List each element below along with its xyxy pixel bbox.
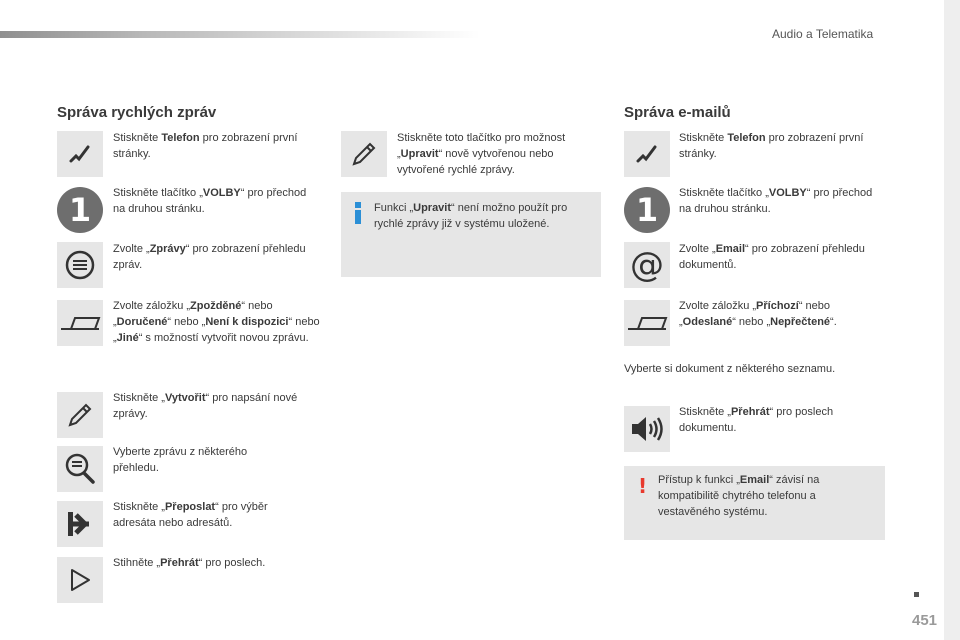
play-icon xyxy=(57,557,103,603)
note-text: Vyberte si dokument z některého seznamu. xyxy=(624,363,836,375)
step-text: Stiskněte Telefon pro zobrazení první stránky. xyxy=(113,132,298,160)
step-text: Zvolte záložku „Zpožděné“ nebo „Doručené“ nebo „Není k dispozici“ nebo „Jiné“ s možností vytvořit novou zprávu. xyxy=(113,300,320,344)
step-number-1: 1 xyxy=(624,187,670,233)
pencil-icon xyxy=(57,392,103,438)
forward-icon xyxy=(57,501,103,547)
exclamation-icon: ! xyxy=(638,474,648,498)
info-icon xyxy=(354,202,362,224)
at-sign-icon: @ xyxy=(624,242,670,288)
page-number: 451 xyxy=(912,612,938,629)
step-text: Stiskněte tlačítko „VOLBY“ pro přechod na druhou stránku. xyxy=(113,187,307,215)
step-text: Stiskněte „Vytvořit“ pro napsání nové zprávy. xyxy=(113,392,298,420)
message-search-icon xyxy=(57,446,103,492)
section-title-email: Správa e-mailů xyxy=(624,104,731,121)
warning-note xyxy=(624,466,885,540)
info-text: Funkci „Upravit“ není možno použít pro rychlé zprávy již v systému uložené. xyxy=(374,202,568,230)
phone-icon xyxy=(624,131,670,177)
step-text: Stiskněte tlačítko „VOLBY“ pro přechod na druhou stránku. xyxy=(679,187,873,215)
messages-list-icon xyxy=(57,242,103,288)
step-text: Stiskněte „Přeposlat“ pro výběr adresáta nebo adresátů. xyxy=(113,501,268,529)
step-text: Stiskněte „Přehrát“ pro poslech dokumentu. xyxy=(679,406,834,434)
pencil-icon xyxy=(341,131,387,177)
tab-icon xyxy=(57,300,103,346)
step-text: Stiskněte toto tlačítko pro možnost „Upravit“ nově vytvořenou nebo vytvořené rychlé zprávy. xyxy=(397,132,566,176)
speaker-icon xyxy=(624,406,670,452)
page-marker xyxy=(914,592,919,597)
step-number-1: 1 xyxy=(57,187,103,233)
step-text: Stihněte „Přehrát“ pro poslech. xyxy=(113,557,266,569)
step-text: Zvolte „Zprávy“ pro zobrazení přehledu zpráv. xyxy=(113,243,306,271)
tab-icon xyxy=(624,300,670,346)
step-text: Zvolte záložku „Příchozí“ nebo „Odeslané“ nebo „Nepřečtené“. xyxy=(679,300,837,328)
warning-text: Přístup k funkci „Email“ závisí na kompatibilitě chytrého telefonu a vestavěného systému. xyxy=(658,474,820,518)
page-side-strip xyxy=(944,0,960,640)
header-gradient-bar xyxy=(0,31,480,38)
header-title: Audio a Telematika xyxy=(772,27,874,41)
step-text: Zvolte „Email“ pro zobrazení přehledu dokumentů. xyxy=(679,243,865,271)
info-note xyxy=(341,192,601,277)
step-text: Stiskněte Telefon pro zobrazení první stránky. xyxy=(679,132,864,160)
phone-icon xyxy=(57,131,103,177)
step-text: Vyberte zprávu z některého přehledu. xyxy=(113,446,248,474)
section-title-quick-messages: Správa rychlých zpráv xyxy=(57,104,217,121)
